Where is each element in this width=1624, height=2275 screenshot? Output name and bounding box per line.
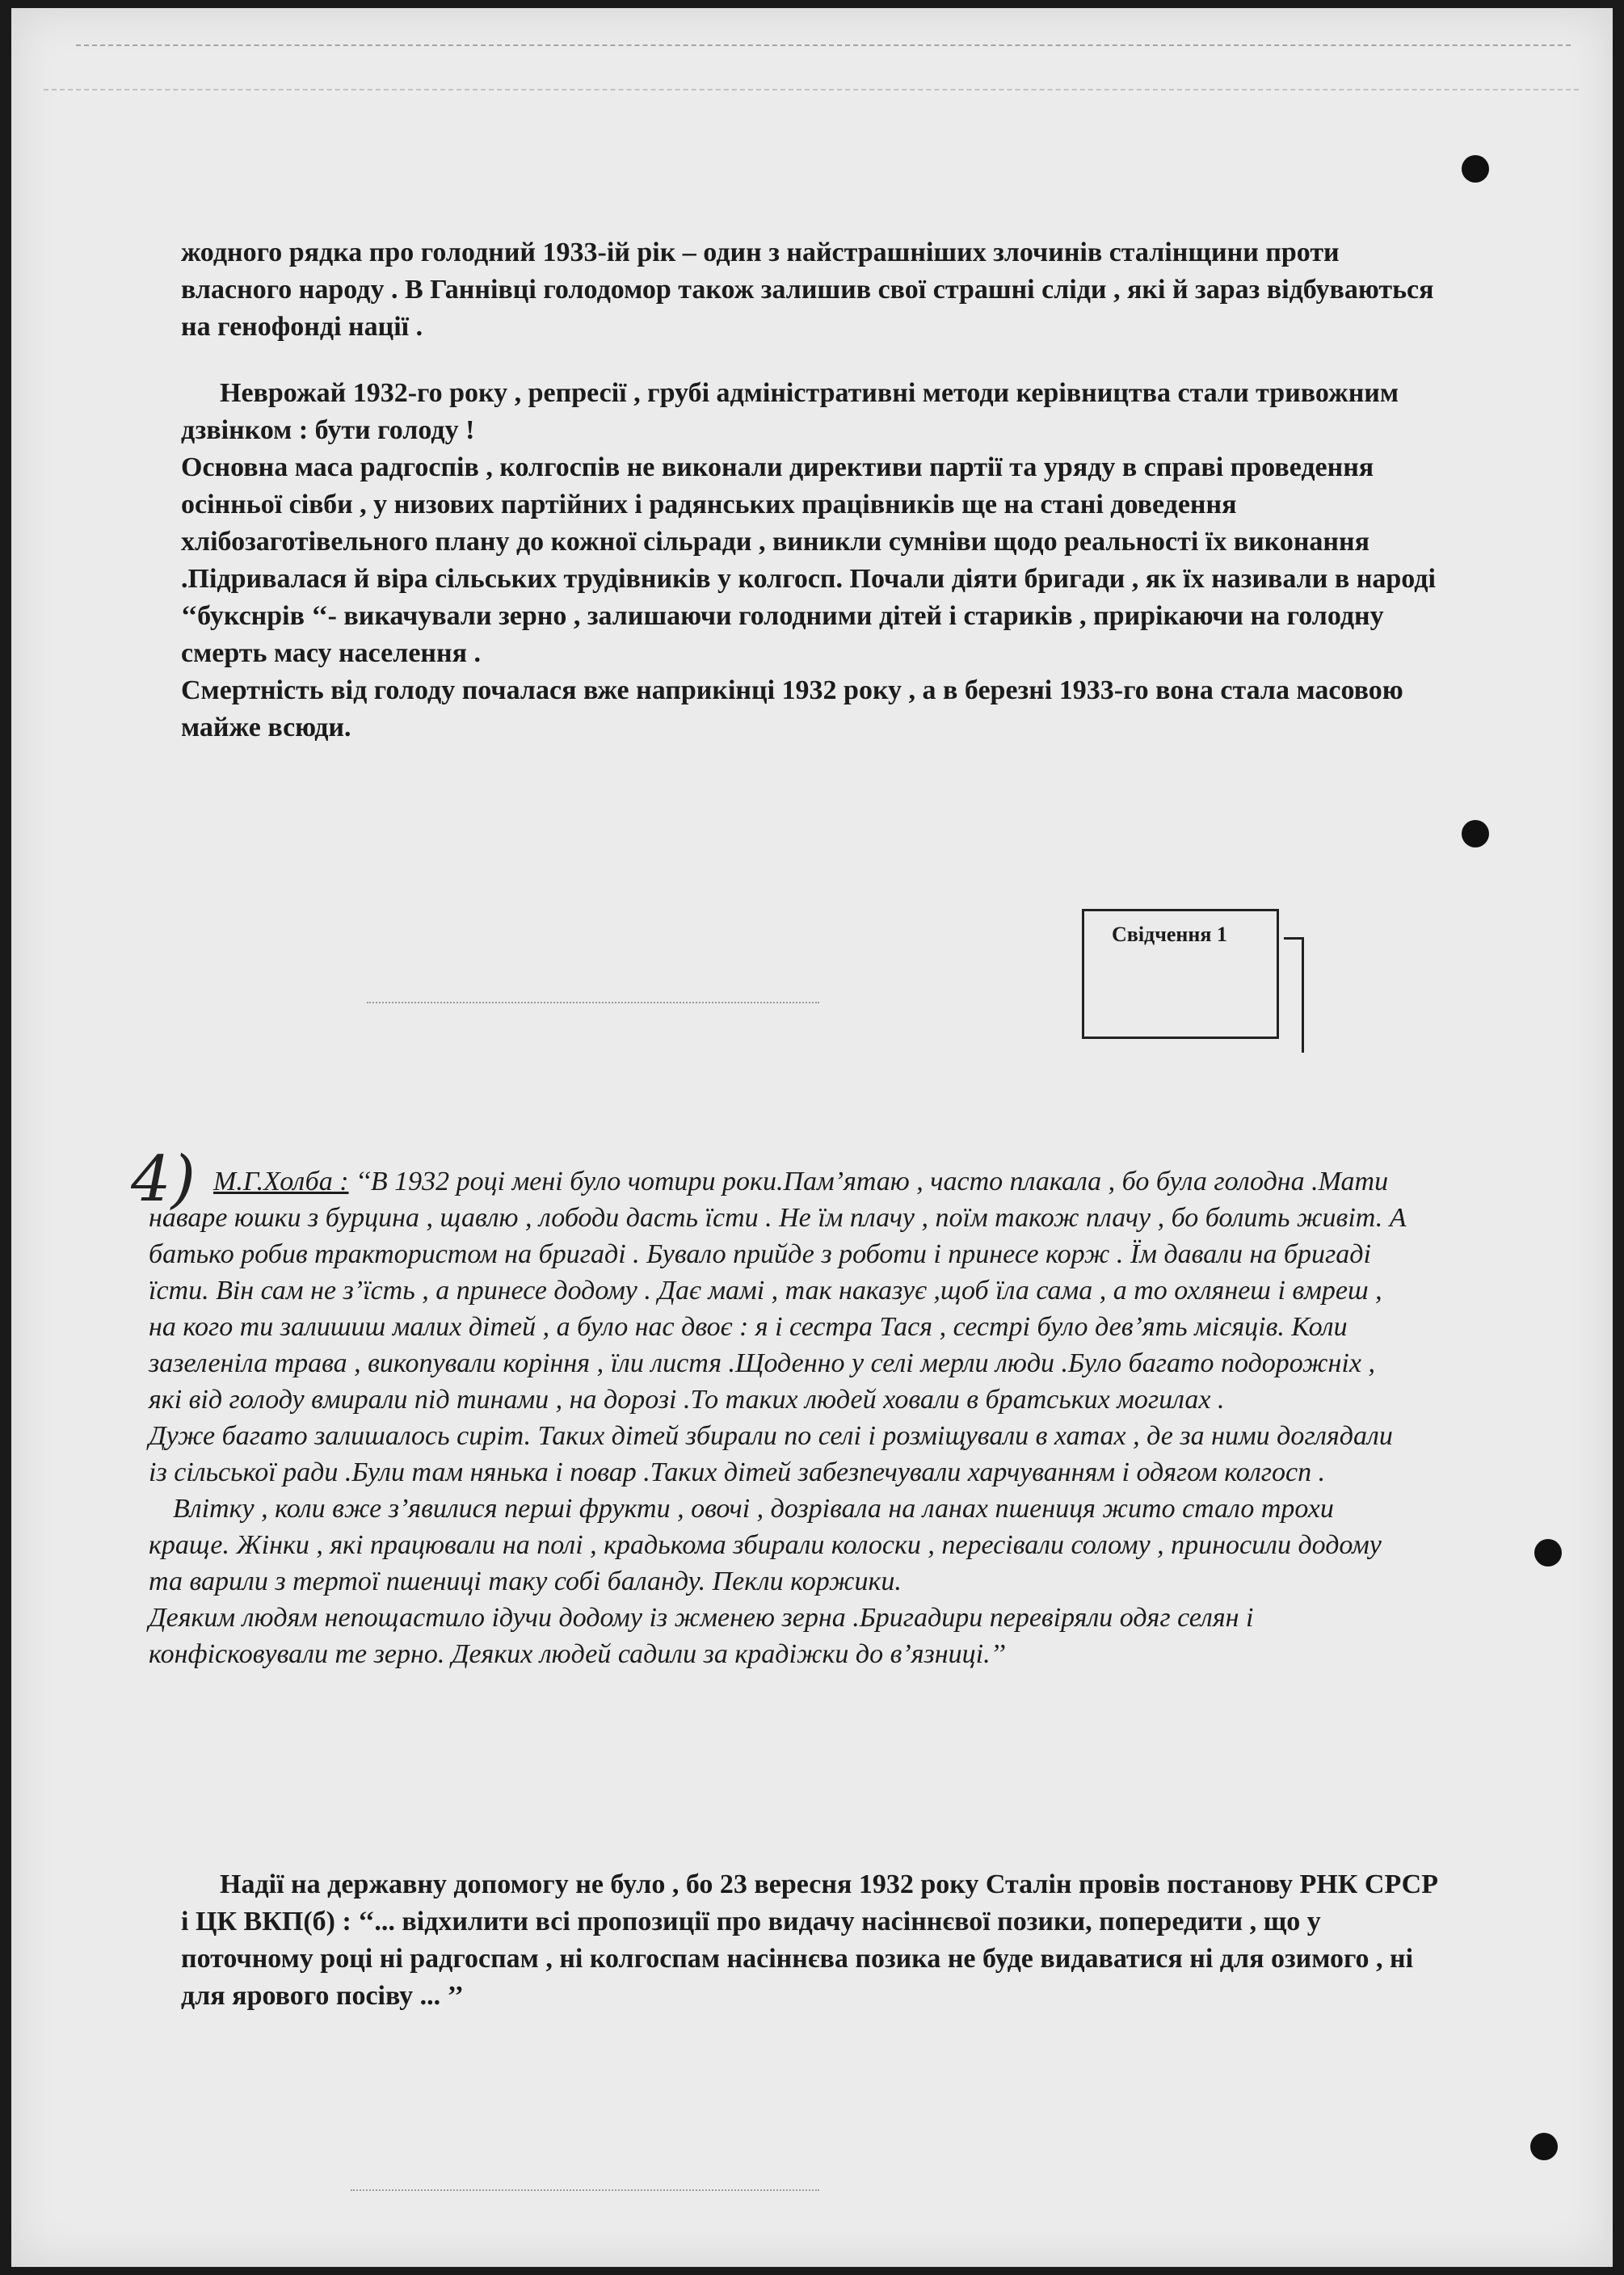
footer-dotted-mark <box>351 2189 819 2191</box>
document-page <box>11 8 1613 2267</box>
testimony-paragraph-2: Дуже багато залишалось сиріт. Таких дітей збирали по селі і розміщували в хатах , де за ними доглядали із сільської ради .Були там нянька і повар .Таких дітей забезпечували харчуванням і одягом колгосп . <box>149 1421 1393 1487</box>
testimony-paragraph-4: Деяким людям непощастило ідучи додому із жменею зерна .Бригадири перевіряли одяг селян і конфісковували те зерно. Деяких людей садили за крадіжки до в’язниці.’’ <box>149 1603 1254 1669</box>
box-bracket <box>1284 937 1304 1053</box>
testimony-text-1: ‘‘В 1932 році мені було чотири роки.Пам’ятаю , часто плакала , бо була голодна .Мати наваре юшки з бурцина , щавлю , лободи дасть їсти . Не їм плачу , поїм також плачу , бо болить живіт. А батько робив трактористом на бригаді . Бувало прийде з роботи і принесе корж . Їм давали на бригаді їсти. Він сам не з’їсть , а принесе додому . Дає мамі , так наказує ,щоб їла сама , а то охлянеш і вмреш , на кого ти залишиш малих дітей , а було нас двоє : я і сестра Тася , сестрі було дев’ять місяців. Коли зазеленіла трава , викопували коріння , їли листя .Щоденно у селі мерли люди .Було багато подорожніх , які від голоду вмирали під тинами , на дорозі .То таких людей ховали в братських могилах . <box>149 1167 1407 1415</box>
handwritten-number: 4) <box>131 1143 196 1216</box>
top-section <box>181 234 1441 746</box>
testimony-box <box>1082 909 1279 1039</box>
testimony-paragraph-1 <box>149 1163 1409 1418</box>
header-rule-2 <box>44 89 1579 90</box>
testimony-section <box>149 1163 1409 1672</box>
punch-hole-2 <box>1462 820 1489 847</box>
paragraph-2: Неврожай 1932-го року , репресії , грубі адміністративні методи керівництва стали тривожним дзвінком : бути голоду ! <box>181 378 1399 445</box>
testimony-paragraph-3: Влітку , коли вже з’явилися перші фрукти , овочі , дозрівала на ланах пшениця жито стало трохи краще. Жінки , які працювали на полі , крадькома збирали колоски , пересівали солому , приносили додому та варили з тертої пшениці таку собі баланду. Пекли коржики. <box>149 1494 1382 1596</box>
final-section <box>181 1866 1441 2015</box>
header-rule <box>76 44 1571 46</box>
testimony-label: Свідчення 1 <box>1112 923 1227 946</box>
paragraph-4: Смертність від голоду почалася вже наприкінці 1932 року , а в березні 1933-го вона стала масовою майже всюди. <box>181 675 1403 742</box>
intro-paragraph: жодного рядка про голодний 1933-ій рік – один з найстрашніших злочинів сталінщини проти власного народу . В Ганнівці голодомор також залишив свої страшні сліди , які й зараз відбуваються на генофонді нації . <box>181 238 1434 342</box>
speaker-name: М.Г.Холба : <box>213 1167 349 1196</box>
punch-hole-1 <box>1462 155 1489 183</box>
punch-hole-3 <box>1534 1539 1562 1566</box>
dotted-mark <box>367 1002 819 1003</box>
final-paragraph: Надії на державну допомогу не було , бо 23 вересня 1932 року Сталін провів постанову РНК СРСР і ЦК ВКП(б) : ‘‘... відхилити всі пропозиції про видачу насіннєвої позики, попередити , що у поточному році ні радгоспам , ні колгоспам насіннєва позика не буде видаватися ні для озимого , ні для ярового посіву ... ’’ <box>181 1869 1438 2011</box>
paragraph-3: Основна маса радгоспів , колгоспів не виконали директиви партії та уряду в справі проведення осінньої сівби , у низових партійних і радянських працівників ще на стані доведення хлібозаготівельного плану до кожної сільради , виникли сумніви щодо реальності їх виконання .Підривалася й віра сільських трудівників у колгосп. Почали діяти бригади , як їх називали в народі ‘‘букснрів ‘‘- викачували зерно , залишаючи голодними дітей і стариків , прирікаючи на голодну смерть масу населення . <box>181 452 1436 668</box>
punch-hole-4 <box>1530 2133 1558 2160</box>
